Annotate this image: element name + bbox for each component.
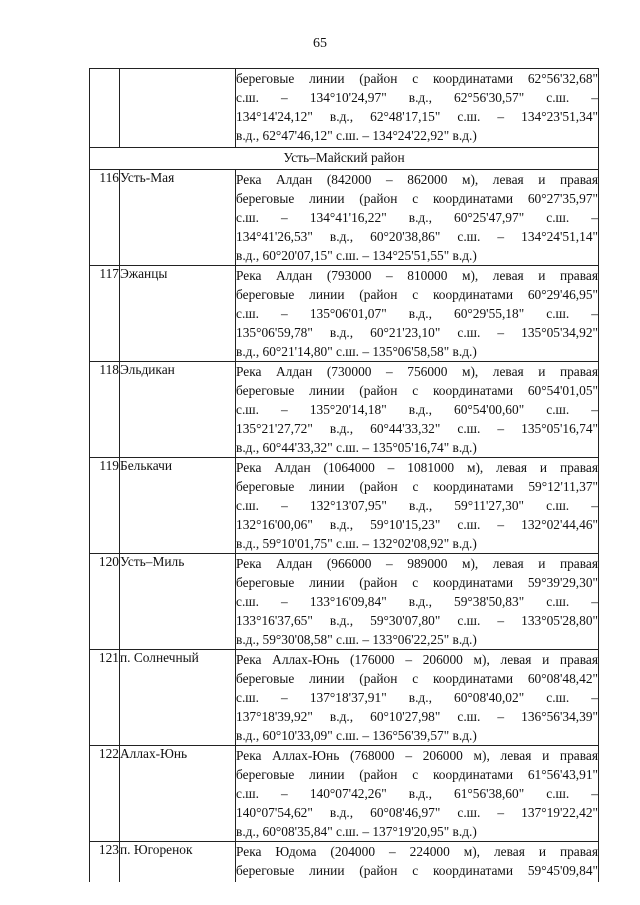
description-line: береговые линии (район с координатами 59°12'11,37" xyxy=(236,479,598,494)
row-number: 121 xyxy=(90,650,120,746)
description-line: в.д., 60°44'33,32" с.ш. – 135°05'16,74" в.д.) xyxy=(236,440,477,455)
settlement-name: Усть-Мая xyxy=(120,170,236,266)
description-line: 140°07'54,62" в.д., 60°08'46,97" с.ш. – 137°19'22,42" xyxy=(236,805,598,820)
table-row xyxy=(90,554,599,650)
row-number: 117 xyxy=(90,266,120,362)
description-line: 134°41'26,53" в.д., 60°20'38,86" с.ш. – 134°24'51,14" xyxy=(236,229,598,244)
description-line: с.ш. – 135°20'14,18" в.д., 60°54'00,60" с.ш. – xyxy=(236,402,598,417)
page-number: 65 xyxy=(313,36,327,51)
description-line: с.ш. – 135°06'01,07" в.д., 60°29'55,18" с.ш. – xyxy=(236,306,598,321)
description-line: береговые линии (район с координатами 59°39'29,30" xyxy=(236,575,598,590)
table-row xyxy=(90,266,599,362)
description-line: Река Алдан (730000 – 756000 м), левая и правая xyxy=(236,364,598,379)
description-line: с.ш. – 137°18'37,91" в.д., 60°08'40,02" с.ш. – xyxy=(236,690,598,705)
description-line: в.д., 60°21'14,80" с.ш. – 135°06'58,58" в.д.) xyxy=(236,344,477,359)
table-row xyxy=(90,842,599,883)
description-line: с.ш. – 133°16'09,84" в.д., 59°38'50,83" с.ш. – xyxy=(236,594,598,609)
description-line: Река Аллах-Юнь (768000 – 206000 м), левая и правая xyxy=(236,748,598,763)
settlement-name: п. Югоренок xyxy=(120,842,236,883)
settlement-name: п. Солнечный xyxy=(120,650,236,746)
row-number: 119 xyxy=(90,458,120,554)
description-line: в.д., 60°20'07,15" с.ш. – 134°25'51,55" в.д.) xyxy=(236,248,477,263)
description-line: с.ш. – 140°07'42,26" в.д., 61°56'38,60" с.ш. – xyxy=(236,786,598,801)
description-cell xyxy=(236,650,599,746)
table-row xyxy=(90,650,599,746)
description-line: береговые линии (район с координатами 60°29'46,95" xyxy=(236,287,598,302)
description-line: Река Алдан (842000 – 862000 м), левая и правая xyxy=(236,172,598,187)
description-cell xyxy=(236,362,599,458)
table-row xyxy=(90,746,599,842)
description-line: береговые линии (район с координатами 60°54'01,05" xyxy=(236,383,598,398)
section-row xyxy=(90,148,599,170)
description-line: Река Алдан (966000 – 989000 м), левая и правая xyxy=(236,556,598,571)
settlement-name: Аллах-Юнь xyxy=(120,746,236,842)
description-line: Река Аллах-Юнь (176000 – 206000 м), левая и правая xyxy=(236,652,598,667)
description-line: в.д., 59°10'01,75" с.ш. – 132°02'08,92" в.д.) xyxy=(236,536,477,551)
description-line: с.ш. – 134°41'16,22" в.д., 60°25'47,97" с.ш. – xyxy=(236,210,598,225)
description-line: береговые линии (район с координатами 60°08'48,42" xyxy=(236,671,598,686)
description-line: в.д., 60°08'35,84" с.ш. – 137°19'20,95" в.д.) xyxy=(236,824,477,839)
description-line: береговые линии (район с координатами 61°56'43,91" xyxy=(236,767,598,782)
description-line: 135°21'27,72" в.д., 60°44'33,32" с.ш. – 135°05'16,74" xyxy=(236,421,598,436)
row-number: 122 xyxy=(90,746,120,842)
row-number: 118 xyxy=(90,362,120,458)
settlement-cell xyxy=(120,69,236,148)
description-line: береговые линии (район с координатами 60°27'35,97" xyxy=(236,191,598,206)
description-cell xyxy=(236,458,599,554)
description-line: 135°06'59,78" в.д., 60°21'23,10" с.ш. – 135°05'34,92" xyxy=(236,325,598,340)
settlement-name: Усть–Миль xyxy=(120,554,236,650)
description-line: 133°16'37,65" в.д., 59°30'07,80" с.ш. – 133°05'28,80" xyxy=(236,613,598,628)
table-row xyxy=(90,170,599,266)
description-cell xyxy=(236,266,599,362)
settlement-name: Белькачи xyxy=(120,458,236,554)
table-row-continuation xyxy=(90,69,599,148)
description-line: Река Алдан (1064000 – 1081000 м), левая и правая xyxy=(236,460,598,475)
description-line: береговые линии (район с координатами 59°45'09,84" xyxy=(236,863,598,878)
description-cell xyxy=(236,554,599,650)
row-number-cell xyxy=(90,69,120,148)
section-title: Усть–Майский район xyxy=(90,148,599,170)
row-number: 116 xyxy=(90,170,120,266)
description-line: Река Юдома (204000 – 224000 м), левая и правая xyxy=(236,844,598,859)
coastline-table xyxy=(89,68,599,882)
row-number: 123 xyxy=(90,842,120,883)
description-line: с.ш. – 132°13'07,95" в.д., 59°11'27,30" с.ш. – xyxy=(236,498,598,513)
description-cell xyxy=(236,746,599,842)
table-row xyxy=(90,362,599,458)
description-line: береговые линии (район с координатами 62°56'32,68" xyxy=(236,71,598,86)
description-line: Река Алдан (793000 – 810000 м), левая и правая xyxy=(236,268,598,283)
description-line: 134°14'24,12" в.д., 62°48'17,15" с.ш. – 134°23'51,34" xyxy=(236,109,598,124)
description-cell xyxy=(236,170,599,266)
description-line: 137°18'39,92" в.д., 60°10'27,98" с.ш. – 136°56'34,39" xyxy=(236,709,598,724)
description-line: в.д., 59°30'08,58" с.ш. – 133°06'22,25" в.д.) xyxy=(236,632,477,647)
settlement-name: Эжанцы xyxy=(120,266,236,362)
description-line: в.д., 60°10'33,09" с.ш. – 136°56'39,57" в.д.) xyxy=(236,728,477,743)
description-cell xyxy=(236,842,599,883)
table-row xyxy=(90,458,599,554)
row-number: 120 xyxy=(90,554,120,650)
description-line: в.д., 62°47'46,12" с.ш. – 134°24'22,92" в.д.) xyxy=(236,128,477,143)
description-line: с.ш. – 134°10'24,97" в.д., 62°56'30,57" с.ш. – xyxy=(236,90,598,105)
description-cell xyxy=(236,69,599,148)
description-line: 132°16'00,06" в.д., 59°10'15,23" с.ш. – 132°02'44,46" xyxy=(236,517,598,532)
settlement-name: Эльдикан xyxy=(120,362,236,458)
